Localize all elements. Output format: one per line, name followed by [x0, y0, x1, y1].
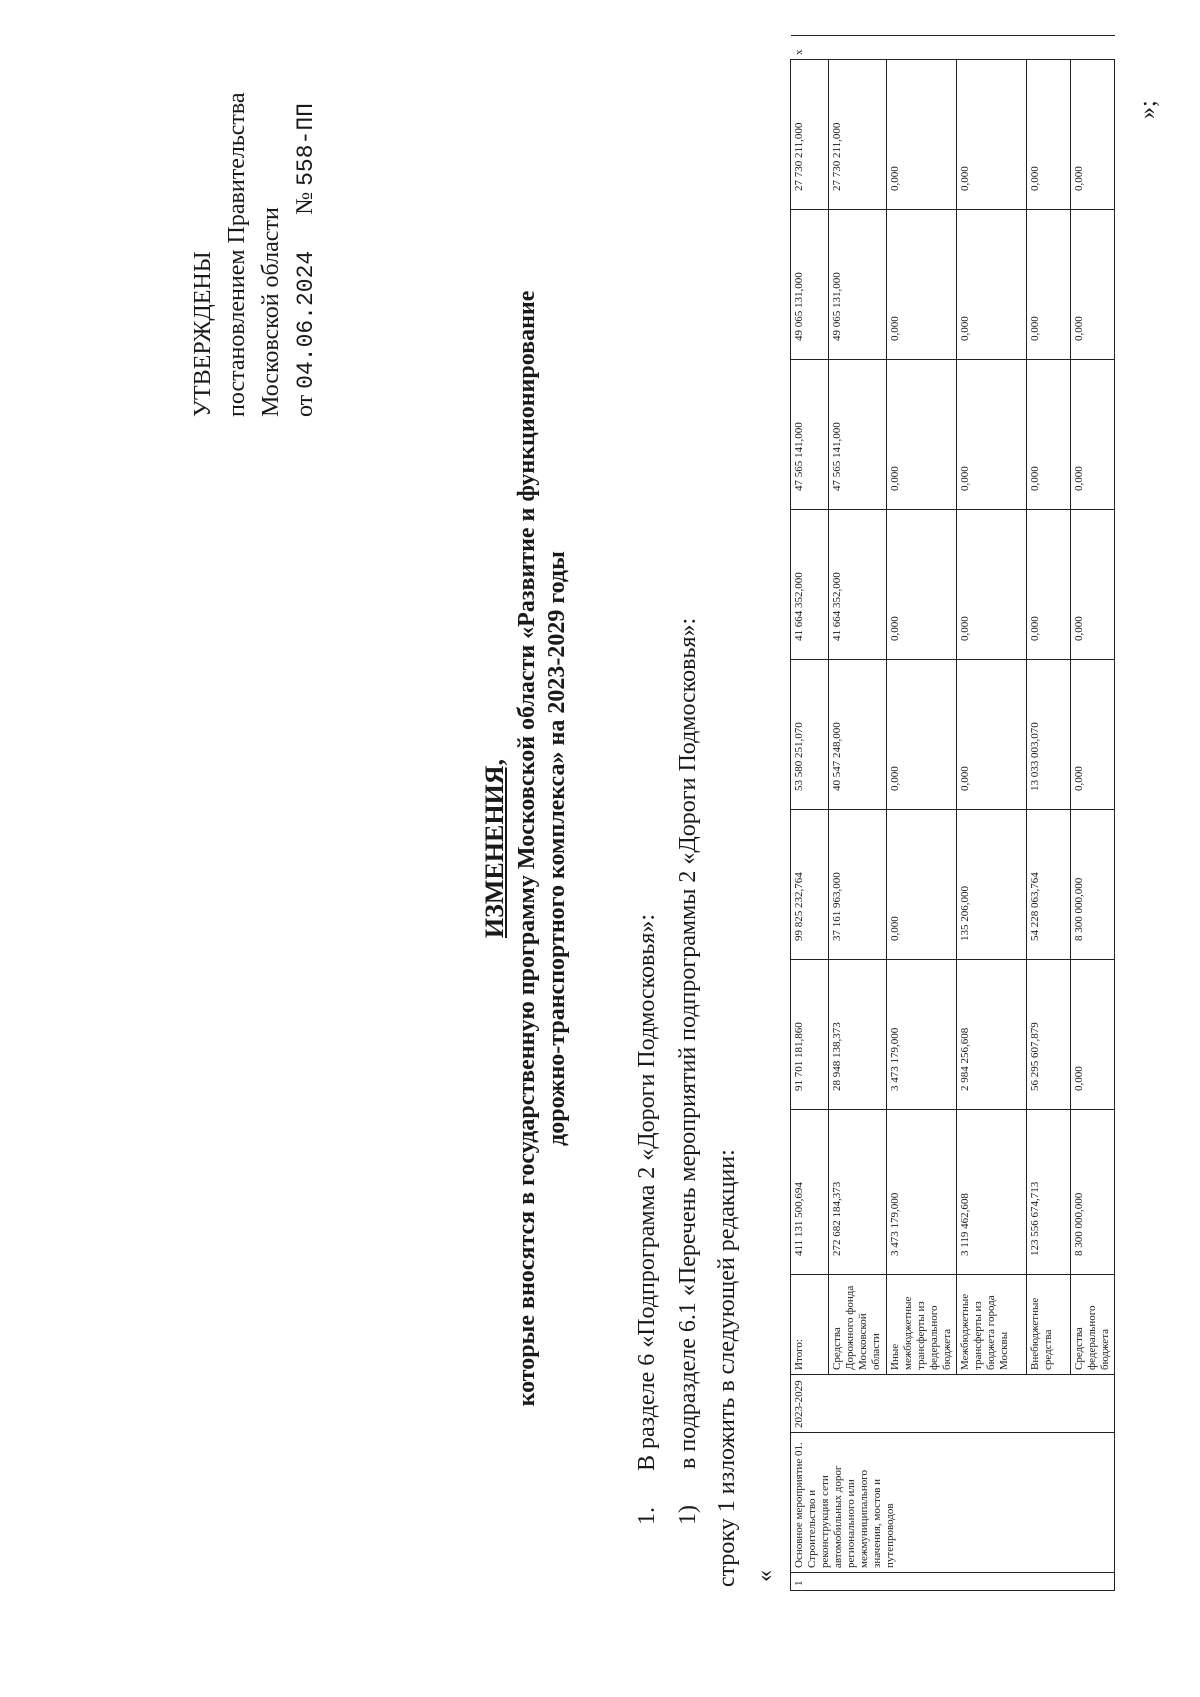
approval-date-line	[288, 0, 323, 417]
table-row	[957, 36, 1027, 1591]
value-cell: 0,000	[887, 210, 957, 360]
value-cell: 37 161 963,000	[829, 810, 887, 960]
approval-issuer: постановлением Правительства	[224, 92, 250, 417]
table-row	[887, 36, 957, 1591]
source-cell: Иные межбюджетные трансферты из федерального бюджета	[887, 1275, 957, 1375]
value-cell: 13 033 003,070	[1027, 660, 1071, 810]
value-cell: 411 131 500,694	[791, 1110, 829, 1275]
value-cell: 49 065 131,000	[829, 210, 887, 360]
approval-region: Московской области	[258, 207, 284, 417]
value-cell: 0,000	[957, 210, 1027, 360]
paragraph-3: строку 1 изложить в следующей редакции:	[714, 1149, 740, 1587]
value-cell: 41 664 352,000	[791, 510, 829, 660]
value-cell: 0,000	[1027, 360, 1071, 510]
value-cell: 91 701 181,860	[791, 960, 829, 1110]
paragraph-2	[673, 618, 703, 1525]
value-cell: 0,000	[1027, 510, 1071, 660]
value-cell: 135 206,000	[957, 810, 1027, 960]
value-cell: 0,000	[957, 510, 1027, 660]
value-cell: 0,000	[1071, 210, 1115, 360]
value-cell: 99 825 232,764	[791, 810, 829, 960]
value-cell: 0,000	[1027, 210, 1071, 360]
value-cell: 49 065 131,000	[791, 210, 829, 360]
value-cell: 0,000	[1071, 660, 1115, 810]
title-heading: ИЗМЕНЕНИЯ,	[480, 758, 509, 939]
value-cell: 8 300 000,000	[1071, 1110, 1115, 1275]
value-cell: 0,000	[957, 660, 1027, 810]
value-cell: 0,000	[1071, 960, 1115, 1110]
document-title	[480, 0, 572, 1697]
value-cell: 41 664 352,000	[829, 510, 887, 660]
quote-open: «	[752, 1570, 778, 1582]
source-cell: Итого:	[791, 1275, 829, 1375]
value-cell: 0,000	[1071, 60, 1115, 210]
row-number: 1	[791, 1573, 1115, 1591]
paragraph-1	[632, 914, 662, 1525]
title-line-1: которые вносятся в государственную программу Московской области «Развитие и функционирование	[514, 290, 540, 1407]
value-cell: 3 119 462,608	[957, 1110, 1027, 1275]
paragraph-2-number: 1)	[675, 1505, 701, 1525]
value-cell: 0,000	[887, 360, 957, 510]
approval-date: 04.06.2024	[293, 250, 319, 389]
quote-close: »;	[1135, 100, 1161, 119]
approval-heading: УТВЕРЖДЕНЫ	[190, 251, 216, 417]
value-cell: 0,000	[957, 60, 1027, 210]
value-cell: 27 730 211,000	[791, 60, 829, 210]
paragraph-1-number: 1.	[634, 1507, 660, 1525]
source-cell: Межбюджетные трансферты из бюджета города Москвы	[957, 1275, 1027, 1375]
value-cell: 56 295 607,879	[1027, 960, 1071, 1110]
source-cell: Внебюджетные средства	[1027, 1275, 1071, 1375]
value-cell: 0,000	[887, 660, 957, 810]
value-cell: 28 948 138,373	[829, 960, 887, 1110]
title-line-2: дорожно-транспортного комплекса» на 2023-2029 годы	[544, 551, 570, 1146]
value-cell: 0,000	[887, 510, 957, 660]
value-cell: 123 556 674,713	[1027, 1110, 1071, 1275]
value-cell: 0,000	[1027, 60, 1071, 210]
table-row	[829, 36, 887, 1591]
value-cell: 0,000	[1071, 360, 1115, 510]
value-cell: 272 682 184,373	[829, 1110, 887, 1275]
measures-table	[790, 35, 1115, 1591]
value-cell: 0,000	[957, 360, 1027, 510]
source-cell: Средства Дорожного фонда Московской области	[829, 1275, 887, 1375]
value-cell: 3 473 179,000	[887, 960, 957, 1110]
value-cell: 53 580 251,070	[791, 660, 829, 810]
number-prefix: №	[292, 191, 318, 215]
paragraph-2-text: в подразделе 6.1 «Перечень мероприятий подпрограммы 2 «Дороги Подмосковья»:	[675, 617, 701, 1469]
value-cell: 54 228 063,764	[1027, 810, 1071, 960]
value-cell: 0,000	[887, 810, 957, 960]
period-cell: 2023-2029	[791, 1375, 1115, 1433]
value-cell: 3 473 179,000	[887, 1110, 957, 1275]
paragraph-1-text: В разделе 6 «Подпрограмма 2 «Дороги Подмосковья»:	[634, 913, 660, 1471]
value-cell: 0,000	[887, 60, 957, 210]
value-cell: 27 730 211,000	[829, 60, 887, 210]
table-row	[1027, 36, 1071, 1591]
end-mark: х	[791, 36, 1115, 60]
approval-number: 558-ПП	[293, 103, 319, 186]
measure-name: Основное мероприятие 01. Строительство и реконструкция сети автомобильных дорог регионального или межмуниципального значения, мостов и путепроводов	[791, 1433, 1115, 1573]
value-cell: 47 565 141,000	[829, 360, 887, 510]
value-cell: 40 547 248,000	[829, 660, 887, 810]
date-prefix: от	[292, 394, 318, 417]
value-cell: 0,000	[1071, 510, 1115, 660]
value-cell: 47 565 141,000	[791, 360, 829, 510]
approval-block	[186, 0, 323, 417]
value-cell: 2 984 256,608	[957, 960, 1027, 1110]
table-row	[1071, 36, 1115, 1591]
source-cell: Средства федерального бюджета	[1071, 1275, 1115, 1375]
value-cell: 8 300 000,000	[1071, 810, 1115, 960]
table-row	[791, 36, 829, 1591]
